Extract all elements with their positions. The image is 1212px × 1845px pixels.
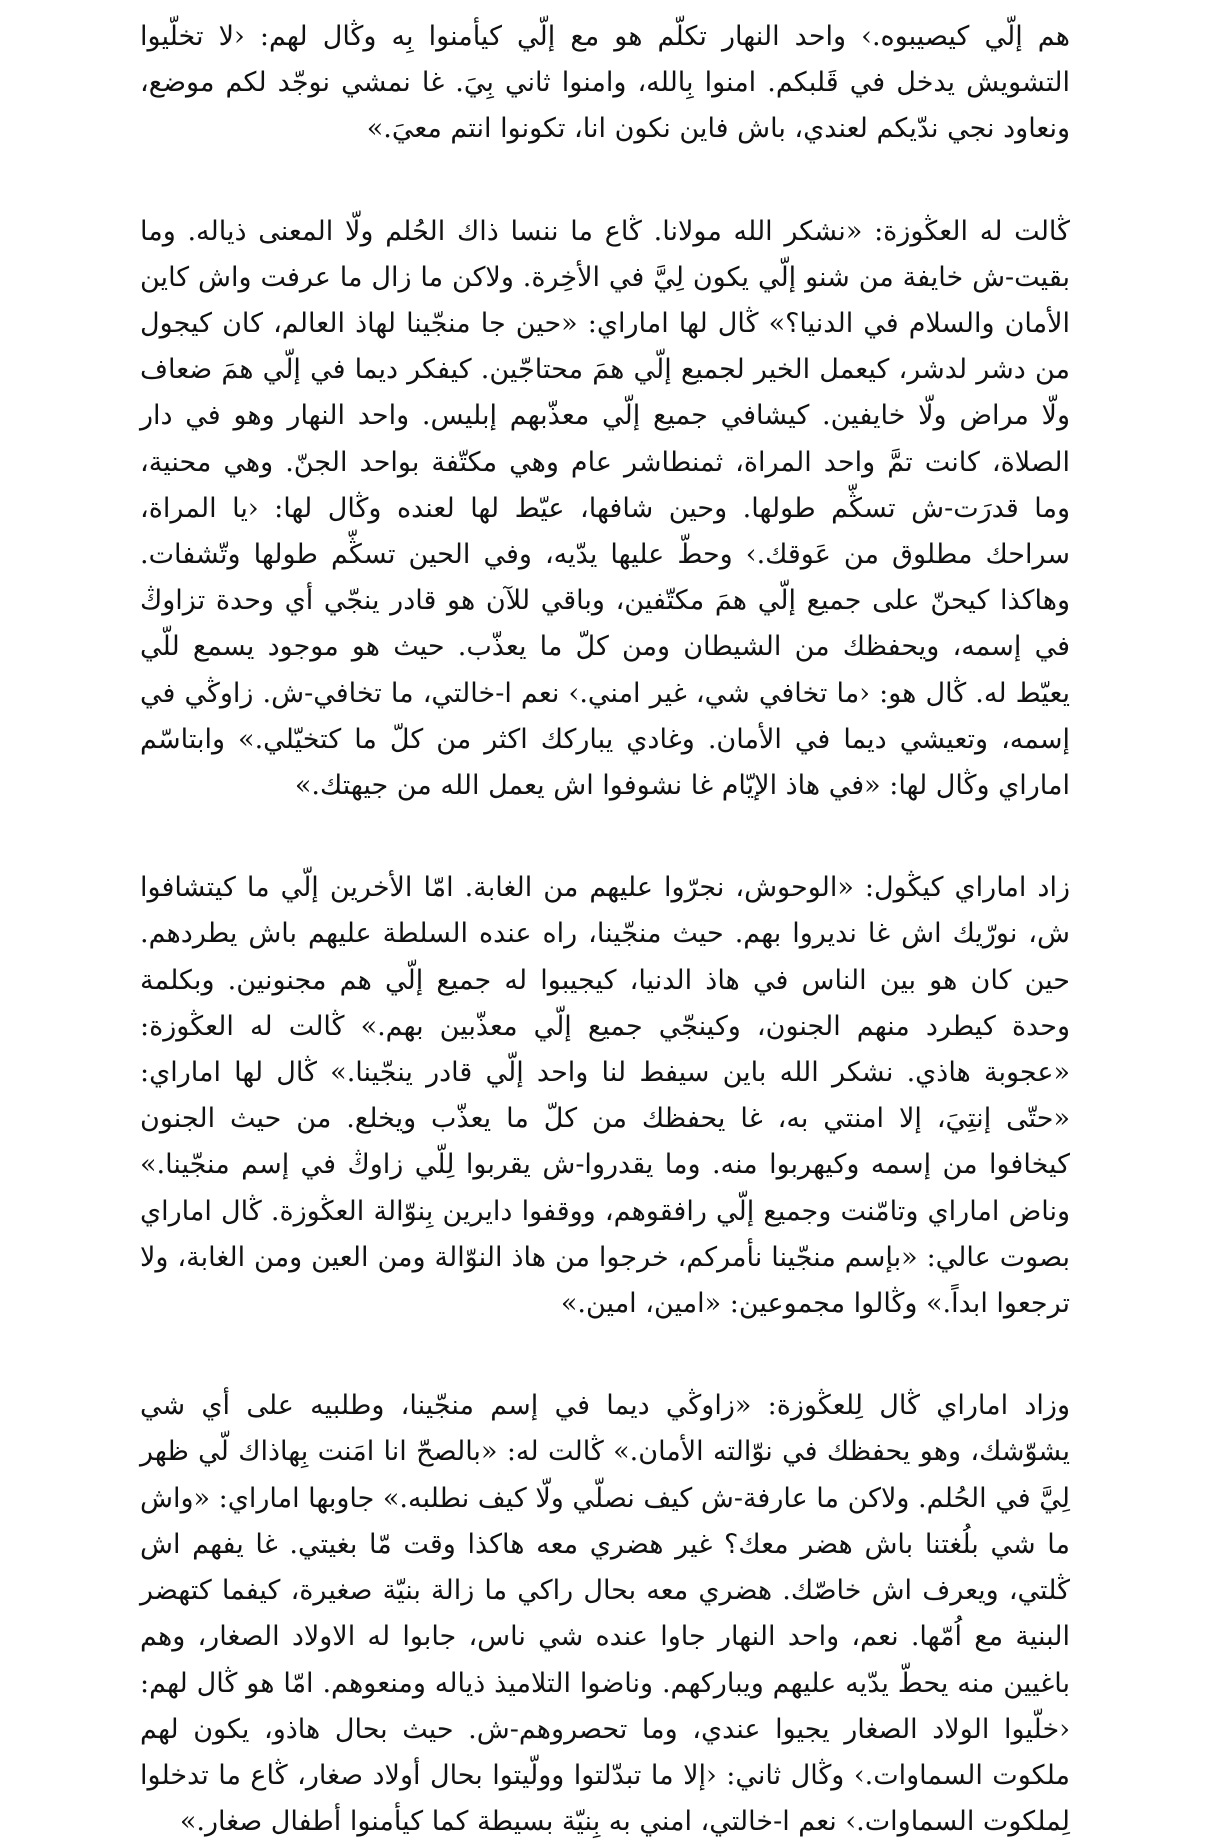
paragraph-3: زاد اماراي كيڭول: «الوحوش، نجرّوا عليهم من الغابة. امّا الأخرين إلّي ما كيتشافوا ش، نورّيك اش غا نديروا بهم. حيث منجّينا، راه عنده السلطة عليهم باش يطردهم. حين كان هو بين الناس في هاذ الدنيا، كيجيبوا له جميع إلّي هم مجنونين. وبكلمة وحدة كيطرد منهم الجنون، وكينجّي جميع إلّي معذّبين بهم.» ڭالت له العڭوزة: «عجوبة هاذي. نشكر الله باين سيفط لنا واحد إلّي قادر ينجّينا.» ڭال لها اماراي: «حتّى إنتِيَ، إلا امنتي به، غا يحفظك من كلّ ما يعذّب ويخلع. من حيث الجنون كيخافوا من إسمه وكيهربوا منه. وما يقدروا-ش يقربوا لِلّي زاوڭ في إسم منجّينا.» وناض اماراي وتامّنت وجميع إلّي رافقوهم، ووقفوا دايرين بِنوّالة العڭوزة. ڭال اماراي بصوت عالي: «بإسم منجّينا نأمركم، خرجوا من هاذ النوّالة ومن العين ومن الغابة، ولا ترجعوا ابداً.» وڭالوا مجموعين: «امين، امين.»: [140, 872, 1070, 1320]
paragraph-4: وزاد اماراي ڭال لِلعڭوزة: «زاوڭي ديما في إسم منجّينا، وطلبيه على أي شي يشوّشك، وهو يحفظك في نوّالته الأمان.» ڭالت له: «بالصحّ انا امَنت بِهاذاك لّي ظهر لِيَّ في الحُلم. ولاكن ما عارفة-ش كيف نصلّي ولّا كيف نطلبه.» جاوبها اماراي: «واش ما شي بلُغتنا باش هضر معك؟ غير هضري معه هاكذا وقت مّا بغيتي. غا يفهم اش ڭلتي، ويعرف اش خاصّك. هضري معه بحال راكي ما زالة بنيّة صغيرة، كيفما كتهضر البنية مع اُمّها. نعم، واحد النهار جاوا عنده شي ناس، جابوا له الاولاد الصغار، وهم باغيين منه يحطّ يدّيه عليهم ويباركهم. وناضوا التلاميذ ذياله ومنعوهم. امّا هو ڭال لهم: ‹خلّيوا الولاد الصغار يجيوا عندي، وما تحصروهم-ش. حيث بحال هاذو، يكون لهم ملكوت السماوات.› وڭال ثاني: ‹إلا ما تبدّلتوا وولّيتوا بحال أولاد صغار، ڭاع ما تدخلوا لِملكوت السماوات.› نعم ا-خالتي، امني به بِنيّة بسيطة كما كيأمنوا أطفال صغار.»: [140, 1390, 1070, 1838]
paragraph-2: ڭالت له العڭوزة: «نشكر الله مولانا. ڭاع ما ننسا ذاك الحُلم ولّا المعنى ذياله. وما بقيت-ش خايفة من شنو إلّي يكون لِيَّ في الأخِرة. ولاكن ما زال ما عرفت واش كاين الأمان والسلام في الدنيا؟» ڭال لها اماراي: «حين جا منجّينا لهاذ العالم، كان كيجول من دشر لدشر، كيعمل الخير لجميع إلّي همَ محتاجّين. كيفكر ديما في إلّي همَ ضعاف ولّا مراض ولّا خايفين. كيشافي جميع إلّي معذّبهم إبليس. واحد النهار وهو في دار الصلاة، كانت تمَّ واحد المراة، ثمنطاشر عام وهي مكتّفة بواحد الجنّ. وهي محنية، وما قدرَت-ش تسڭّم طولها. وحين شافها، عيّط لها لعنده وڭال لها: ‹يا المراة، سراحك مطلوق من عَوقك.› وحطّ عليها يدّيه، وفي الحين تسڭّم طولها وتّشفات. وهاكذا كيحنّ على جميع إلّي همَ مكتّفين، وباقي للآن هو قادر ينجّي أي وحدة تزاوڭ في إسمه، ويحفظك من الشيطان ومن كلّ ما يعذّب. حيث هو موجود يسمع للّي يعيّط له. ڭال هو: ‹ما تخافي شي، غير امني.› نعم ا-خالتي، ما تخافي-ش. زاوڭي في إسمه، وتعيشي ديما في الأمان. وغادي يباركك اكثر من كلّ ما كتخيّلي.» وابتاسّم اماراي وڭال لها: «في هاذ الإيّام غا نشوفوا اش يعمل الله من جيهتك.»: [140, 215, 1070, 802]
paragraph-1: هم إلّي كيصيبوه.› واحد النهار تكلّم هو مع إلّي كيأمنوا بِه وڭال لهم: ‹لا تخلّيوا التشويش يدخل في قَلبكم. امنوا بِالله، وامنوا ثاني بِيَ. غا نمشي نوجّد لكم موضع، ونعاود نجي ندّيكم لعندي، باش فاين نكون انا، تكونوا انتم معيَ.»: [140, 21, 1070, 145]
